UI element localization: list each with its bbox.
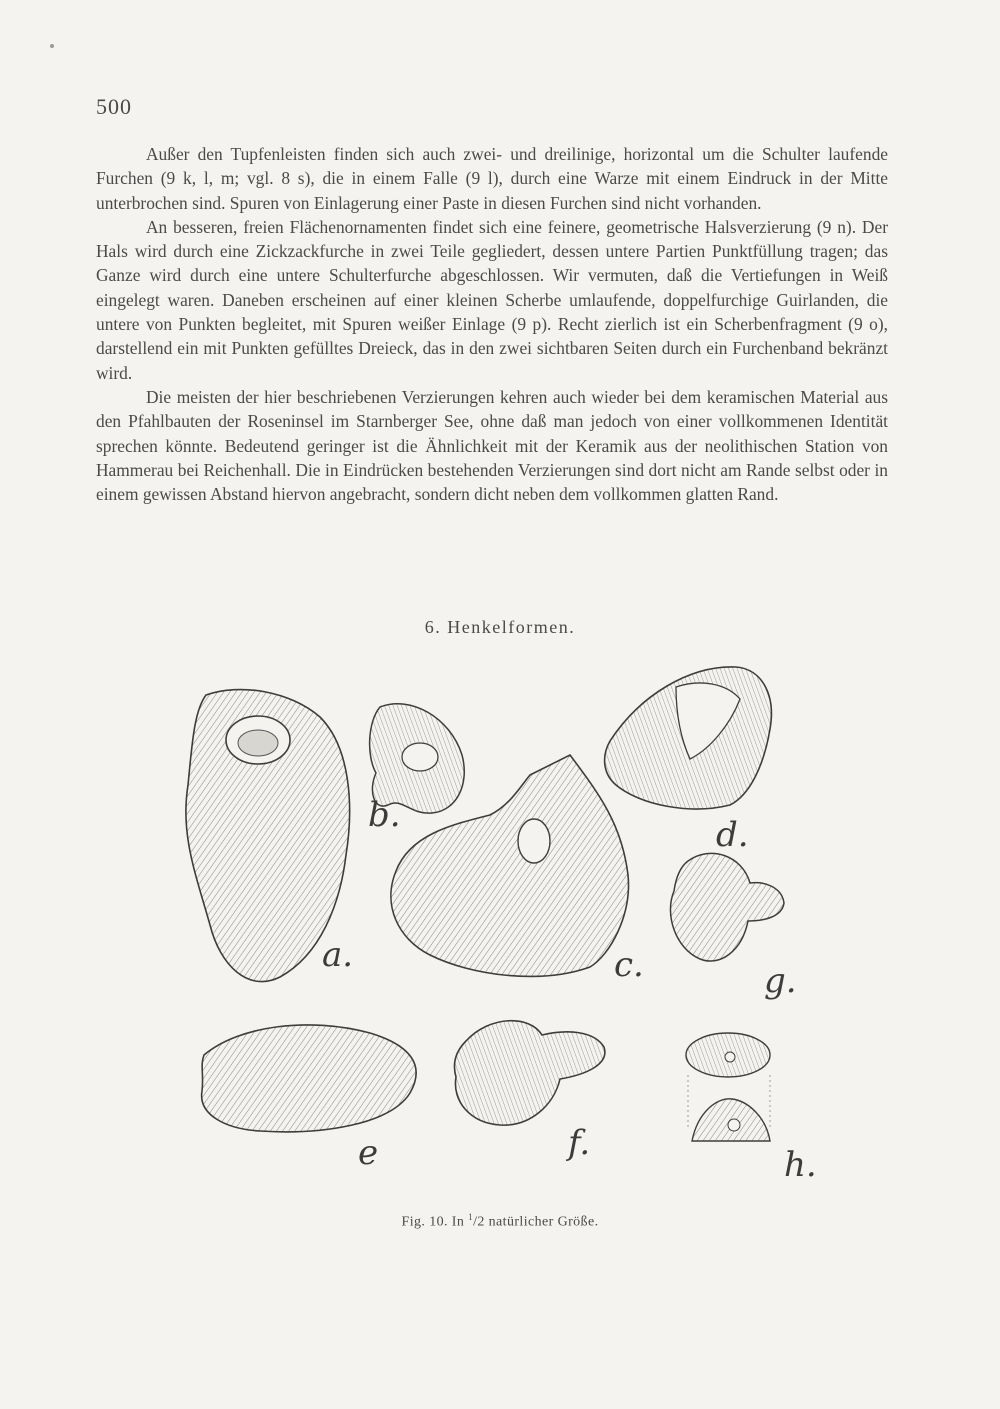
label-b: b. (368, 795, 401, 835)
paragraph-2: An besseren, freien Flächenornamenten findet sich eine feinere, geometrische Halsverzierung (9 n). Der Hals wird durch eine Zickzackfurche in zwei Teile gegliedert, dessen untere Partien Punktfüllung tragen; das Ganze wird durch eine untere Schulterfurche abgeschlossen. Wir vermuten, daß die Vertiefungen in Weiß eingelegt waren. Daneben erscheinen auf einer kleinen Scherbe umlaufende, doppelfurchige Guirlanden, die untere von Punkten begleitet, mit Spuren weißer Einlage (9 p). Recht zierlich ist ein Scherbenfragment (9 o), darstellend ein mit Punkten gefülltes Dreieck, das in den zwei sichtbaren Seiten durch ein Furchenband bekränzt wird. (96, 216, 888, 383)
label-a: a. (322, 935, 354, 975)
label-c: c. (614, 945, 644, 985)
fragment-e (202, 1025, 417, 1132)
label-d: d. (716, 815, 749, 855)
fragment-h (686, 1033, 770, 1141)
label-e: e (358, 1133, 379, 1173)
body-text (96, 142, 888, 506)
figure-illustration (170, 655, 830, 1195)
figure-handle-forms (170, 655, 830, 1195)
caption-prefix: Fig. 10. In (401, 1214, 469, 1230)
figure-caption (0, 1212, 1000, 1231)
caption-numerator: 1 (468, 1212, 474, 1222)
scan-dot (50, 44, 54, 48)
caption-suffix: /2 natürlicher Größe. (473, 1214, 599, 1230)
section-heading: 6. Henkelformen. (424, 617, 576, 637)
fragment-f (454, 1021, 604, 1125)
label-h: h. (784, 1145, 817, 1185)
fragment-g (670, 853, 784, 961)
paragraph-1: Außer den Tupfenleisten finden sich auch zwei- und dreilinige, horizontal um die Schulter laufende Furchen (9 k, l, m; vgl. 8 s), die in einem Falle (9 l), durch eine Warze mit einem Eindruck in der Mitte unterbrochen sind. Spuren von Einlagerung einer Paste in diesen Furchen sind nicht vorhanden. (96, 144, 888, 213)
fragment-d (605, 667, 772, 809)
page-number: 500 (96, 94, 132, 119)
label-f: f. (568, 1123, 591, 1163)
paragraph-3: Die meisten der hier beschriebenen Verzierungen kehren auch wieder bei dem keramischen Material aus den Pfahlbauten der Roseninsel im Starnberger See, ohne daß man jedoch von einer vollkommenen Identität sprechen könnte. Bedeutend geringer ist die Ähnlichkeit mit der Keramik aus der neolithischen Station von Hammerau bei Reichenhall. Die in Eindrücken bestehenden Verzierungen sind dort nicht am Rande selbst oder in einem gewissen Abstand hiervon angebracht, sondern dicht neben dem vollkommen glatten Rand. (96, 386, 888, 505)
label-g: g. (764, 961, 797, 1001)
